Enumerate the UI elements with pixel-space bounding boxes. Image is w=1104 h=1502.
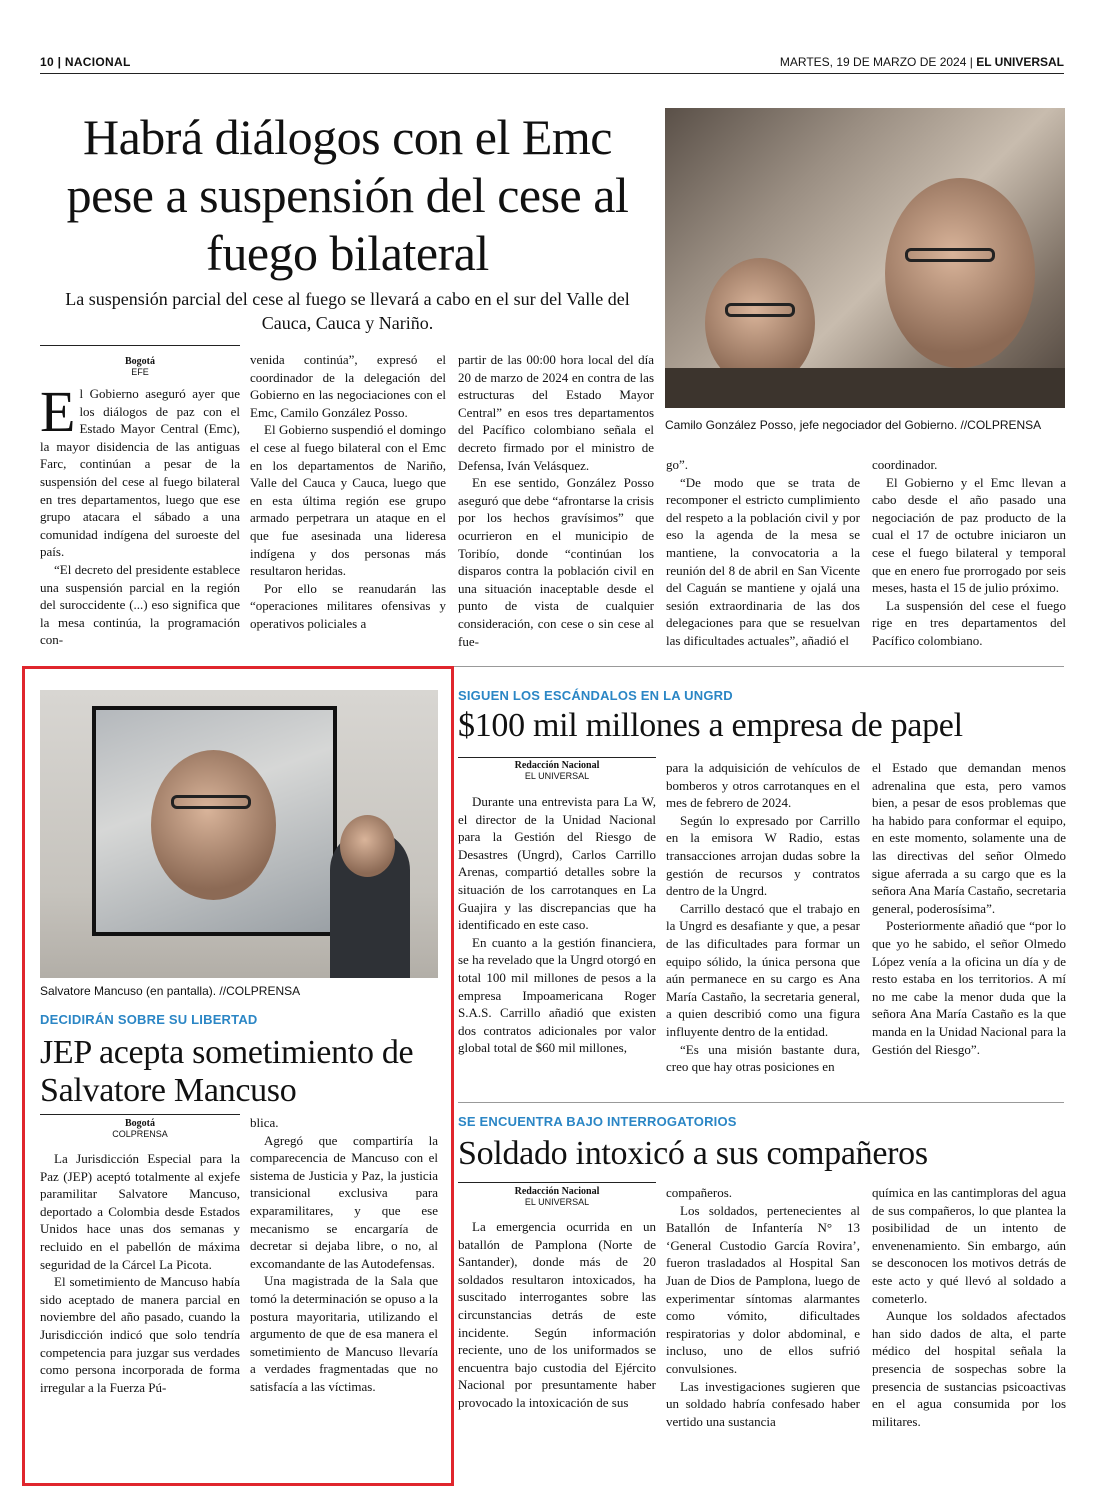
story1-paragraph: “De modo que se trata de recomponer el estricto cumplimiento del respeto a la población civil y por eso la agenda de la mesa se mantiene, la convocatoria a la reunión del 8 de abril en San Vicente del Caguán se mantiene y ojalá una sesión extraordinaria de las dos delegaciones para que se resuelvan las dificultades actuales”, añadió el bbox=[666, 474, 860, 648]
story1-column-1 bbox=[40, 379, 240, 649]
header-rule bbox=[40, 73, 1064, 74]
story4-headline: Soldado intoxicó a sus compañeros bbox=[458, 1135, 928, 1172]
story1-paragraph: La suspensión del cese el fuego rige en tres departamentos del Pacífico colombiano. bbox=[872, 597, 1066, 648]
story1-photo-caption: Camilo González Posso, jefe negociador del Gobierno. //COLPRENSA bbox=[665, 418, 1042, 432]
story4-byline-agency: EL UNIVERSAL bbox=[524, 1197, 590, 1207]
story2-paragraph: Posteriormente añadió que “por lo que yo he sabido, el señor Olmedo López venía a la oficina un día y de resto estaba en los territorios. A mí no me cabe la menor duda que la señora Ana María Castaño es la que manda en la Unidad Nacional para la Gestión del Riesgo”. bbox=[872, 918, 1066, 1057]
story1-column-5 bbox=[872, 456, 1066, 650]
story1-byline bbox=[40, 356, 240, 378]
story1-paragraph: venida continúa”, expresó el coordinador de la delegación del Gobierno en las negociaciones con el Emc, Camilo González Posso. bbox=[250, 352, 446, 420]
story4-column-3 bbox=[872, 1184, 1066, 1430]
story2-byline-place: Redacción Nacional bbox=[514, 760, 600, 771]
story1-paragraph: partir de las 00:00 hora local del día 20 de marzo de 2024 en contra de las estructuras del Estado Mayor Central” en esos tres departamentos del Pacífico colombiano señala el decreto firmado por el ministro de Defensa, Iván Velásquez. bbox=[458, 352, 654, 473]
story1-paragraph: “El decreto del presidente establece una suspensión parcial en la región del suroccidente (...) eso significa que la mesa continúa, la programación con- bbox=[40, 561, 240, 648]
story3-paragraph: El sometimiento de Mancuso había sido aceptado de manera parcial en noviembre del año pasado, cuando la Jurisdicción indicó que solo tendría competencia para juzgar sus verdades como persona incorporada de forma irregular a la Fuerza Pú- bbox=[40, 1274, 240, 1395]
story2-paragraph: para la adquisición de vehículos de bomberos y otros carrotanques en el mes de febrero de 2024. bbox=[666, 760, 860, 811]
story3-paragraph: La Jurisdicción Especial para la Paz (JEP) aceptó totalmente al exjefe paramilitar Salvatore Mancuso, deportado a Colombia desde Estados Unidos hace unas dos semanas y recluido en el pabellón de máxima seguridad de la Cárcel La Picota. bbox=[40, 1151, 240, 1272]
story2-column-3 bbox=[872, 759, 1066, 1058]
story1-headline: Habrá diálogos con el Emc pese a suspensión del cese al fuego bilateral bbox=[66, 109, 629, 281]
story3-kicker: DECIDIRÁN SOBRE SU LIBERTAD bbox=[40, 1012, 258, 1027]
story1-paragraph: coordinador. bbox=[872, 457, 938, 472]
story2-kicker: SIGUEN LOS ESCÁNDALOS EN LA UNGRD bbox=[458, 688, 733, 703]
story1-column-2 bbox=[250, 351, 446, 633]
story2-paragraph: Carrillo destacó que el trabajo en la Ungrd es desafiante y que, a pesar de las dificultades para formar un equipo sólido, la única persona que aún permanece en su cargo es Ana María Castaño, la secretaria general, a quien describió como una figura influyente dentro de la entidad. bbox=[666, 900, 860, 1039]
story1-paragraph: El Gobierno y el Emc llevan a cabo desde el año pasado una negociación de paz producto de la cual el 17 de octubre iniciaron un cese el fuego bilateral y temporal que en enero fue prorrogado por seis meses, hasta el 15 de julio próximo. bbox=[872, 474, 1066, 596]
story1-paragraph: l Gobierno aseguró ayer que los diálogos de paz con el Estado Mayor Central (Emc), la mayor disidencia de las antiguas Farc, continúan a pesar de la suspensión del cese al fuego bilateral en tres departamentos, luego que ese grupo atacara el sábado a una comunidad indígena del suroeste del país. bbox=[40, 386, 240, 560]
story1-paragraph: Por ello se reanudarán las “operaciones militares ofensivas y operativos policiales a bbox=[250, 580, 446, 631]
story4-byline-place: Redacción Nacional bbox=[514, 1186, 600, 1197]
story2-paragraph: “Es una misión bastante dura, creo que hay otras posiciones en bbox=[666, 1041, 860, 1075]
story3-paragraph: blica. bbox=[250, 1115, 279, 1130]
story4-paragraph: compañeros. bbox=[666, 1185, 733, 1200]
story2-headline: $100 mil millones a empresa de papel bbox=[458, 707, 963, 744]
story4-paragraph: Las investigaciones sugieren que un soldado habría confesado haber vertido una sustancia bbox=[666, 1378, 860, 1429]
story2-byline-rule bbox=[458, 757, 656, 758]
story2-column-1 bbox=[458, 793, 656, 1057]
story3-paragraph: Una magistrada de la Sala que tomó la determinación se opuso a la postura mayoritaria, utilizando el argumento de que de esa manera el sometimiento de Mancuso llevaría a verdades fragmentadas que no satisfacía a las víctimas. bbox=[250, 1273, 438, 1394]
story3-byline-agency: COLPRENSA bbox=[112, 1129, 168, 1139]
story1-paragraph: En ese sentido, González Posso aseguró que debe “afrontarse la crisis por los hechos gravísimos” que ocurrieron en el municipio de Toribío, donde “continúan los disparos contra la población civil en una situación inaceptable desde el punto de vista de cualquier consideración, con cese o sin cese al fue- bbox=[458, 475, 654, 649]
story3-column-1 bbox=[40, 1150, 240, 1396]
story3-photo bbox=[40, 690, 438, 978]
story1-byline-agency: EFE bbox=[131, 367, 149, 377]
story3-paragraph: Agregó que compartiría la comparecencia de Mancuso con el sistema de Justicia y Paz, la justicia transicional exclusiva para exparamilitares, y que ese mecanismo se encargaría de decretar si dejaba libre, o no, al excomandante de las Autodefensas. bbox=[250, 1132, 438, 1271]
story3-byline-place: Bogotá bbox=[125, 1118, 155, 1129]
story1-column-4 bbox=[666, 456, 860, 650]
story2-paragraph: En cuanto a la gestión financiera, se ha revelado que la Ungrd otorgó en total 100 mil millones de pesos a la empresa Impoamericana Roger S.A.S. Carrillo añadió que existen dos contratos adicionales por valor global total de $60 mil millones, bbox=[458, 934, 656, 1056]
story1-paragraph: go”. bbox=[666, 457, 689, 472]
story1-deck: La suspensión parcial del cese al fuego se llevará a cabo en el sur del Valle del Cauca, Cauca y Nariño. bbox=[65, 289, 630, 333]
story3-byline bbox=[40, 1118, 240, 1140]
story1-dropcap: E bbox=[40, 379, 76, 444]
story1-photo bbox=[665, 108, 1065, 408]
issue-date-line bbox=[780, 55, 1064, 69]
story3-column-2 bbox=[250, 1114, 438, 1396]
story4-paragraph: Aunque los soldados afectados han sido dados de alta, el parte médico del hospital señala la presencia de sospechas sobre la presencia de sustancias psicoactivas en el agua consumida por los militares. bbox=[872, 1308, 1066, 1429]
story4-kicker: SE ENCUENTRA BAJO INTERROGATORIOS bbox=[458, 1114, 737, 1129]
story1-byline-rule bbox=[40, 345, 240, 346]
story1-paragraph: El Gobierno suspendió el domingo el cese al fuego bilateral con el Emc en los departamentos de Nariño, Valle del Cauca y Cauca, luego que en esta última región ese grupo armado perpetrara un ataque en el que fue asesinada una lideresa indígena y dos personas más resultaron heridas. bbox=[250, 422, 446, 579]
story2-byline-agency: EL UNIVERSAL bbox=[524, 771, 590, 781]
story2-paragraph: Durante una entrevista para La W, el director de la Unidad Nacional para la Gestión del Riesgo de Desastres (Ungrd), Carlos Carrillo Arenas, compartió detalles sobre la situación de los carrotanques en La Guajira y las discrepancias que ha identificado en este caso. bbox=[458, 794, 656, 933]
story3-headline: JEP acepta sometimiento de Salvatore Mancuso bbox=[40, 1034, 414, 1109]
story4-byline bbox=[458, 1186, 656, 1208]
story4-column-1 bbox=[458, 1218, 656, 1412]
story1-column-3 bbox=[458, 351, 654, 650]
story4-paragraph: La emergencia ocurrida en un batallón de Pamplona (Norte de Santander), donde más de 20 soldados resultaron intoxicados, ha suscitado interrogantes sobre las circunstancias detrás de este incidente. Según información reciente, uno de los uniformados se encuentra bajo custodia del Ejército Nacional por presuntamente haber provocado la intoxicación de sus bbox=[458, 1219, 656, 1410]
story4-paragraph: Los soldados, pertenecientes al Batallón de Infantería N° 13 ‘General Custodio García Rovira’, fueron trasladados al Hospital San Juan de Dios de Pamplona, luego de experimentar síntomas alarmantes como vómito, dificultades respiratorias y dolor abdominal, e incluso, uno de ellos sufrió convulsiones. bbox=[666, 1202, 860, 1376]
story2-paragraph: Según lo expresado por Carrillo en la emisora W Radio, estas transacciones arrojan dudas sobre la gestión de recursos y contratos dentro de la Ungrd. bbox=[666, 812, 860, 899]
story2-paragraph: el Estado que demandan menos adrenalina que esta, pero vamos bien, a pesar de esos problemas que ha habido para conformar el equipo, en este momento, solamente una de las directivas del señor Olmedo sigue aferrada a su cargo que es la señora Ana María Castaño, secretaria general, poderosísima”. bbox=[872, 760, 1066, 916]
issue-date: MARTES, 19 DE MARZO DE 2024 | bbox=[779, 55, 973, 69]
story3-byline-rule bbox=[40, 1114, 240, 1115]
newspaper-name: EL UNIVERSAL bbox=[976, 55, 1064, 69]
story4-byline-rule bbox=[458, 1182, 656, 1183]
story2-byline bbox=[458, 760, 656, 782]
story2-column-2 bbox=[666, 759, 860, 1076]
page-section-label: 10 | NACIONAL bbox=[40, 55, 131, 69]
story3-photo-caption: Salvatore Mancuso (en pantalla). //COLPRENSA bbox=[40, 984, 301, 998]
story4-paragraph: química en las cantimploras del agua de sus compañeros, lo que plantea la posibilidad de un intento de envenenamiento. Sin embargo, aún se desconocen los motivos detrás de este acto y qué llevó al soldado a cometerlo. bbox=[872, 1185, 1066, 1306]
story4-column-2 bbox=[666, 1184, 860, 1430]
section-divider bbox=[458, 1102, 1064, 1103]
story1-byline-place: Bogotá bbox=[125, 356, 155, 367]
